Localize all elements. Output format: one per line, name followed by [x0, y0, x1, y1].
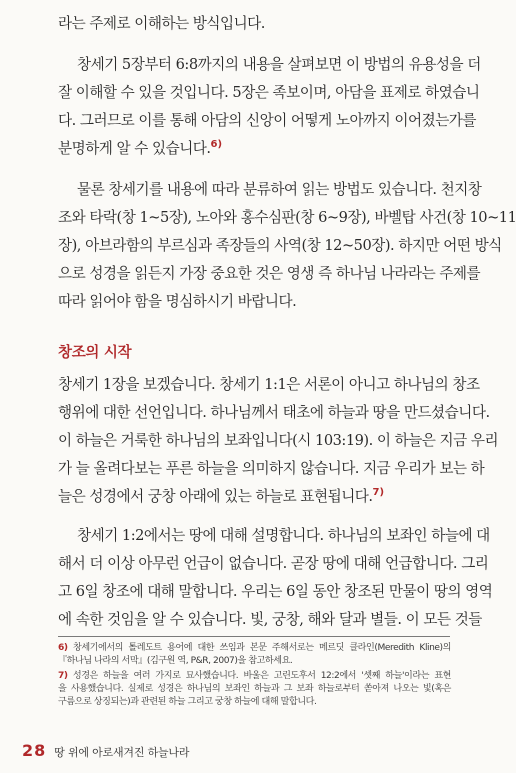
body-line: 창세기 5장부터 6:8까지의 내용을 살펴보면 이 방법의 유용성을 더: [77, 56, 481, 73]
body-line: 따라 읽어야 함을 명심하시기 바랍니다.: [58, 293, 297, 310]
footnote-ref-6[interactable]: 6): [210, 139, 223, 151]
body-line-text: 늘은 성경에서 궁창 아래에 있는 하늘로 표현됩니다.: [58, 488, 373, 505]
footnote-7-line: 구름으로 상징되는)과 관련된 하늘 그리고 궁창 하늘에 대해 말합니다.: [58, 697, 317, 707]
footnote-number: 7): [58, 671, 68, 681]
body-line: 행위에 대한 선언입니다. 하나님께서 태초에 하늘과 땅을 만드셨습니다.: [58, 404, 490, 421]
footnote-number: 6): [58, 643, 68, 653]
footnote-7-line: [58, 670, 451, 683]
body-line: 에 속한 것임을 알 수 있습니다. 빛, 궁창, 해와 달과 별들. 이 모든 것들: [58, 611, 482, 628]
footnote-ref-7[interactable]: 7): [372, 487, 385, 499]
body-line-text: 분명하게 알 수 있습니다.: [58, 140, 211, 157]
body-line: 창세기 1장을 보겠습니다. 창세기 1:1은 서론이 아니고 하나님의 창조: [58, 376, 480, 393]
footnote-6-line: [58, 642, 451, 655]
body-line: 라는 주제로 이해하는 방식입니다.: [58, 15, 265, 32]
page-footer: [22, 741, 189, 760]
footnote-text: 창세기에서의 톨레도트 용어에 대한 쓰임과 본문 주해서로는 메르딧 클라인(Meredith Kline)의: [72, 643, 451, 653]
book-title: 땅 위에 아로새겨진 하늘나라: [54, 746, 190, 759]
body-line: 해서 더 이상 아무런 언급이 없습니다. 곧장 땅에 대해 언급합니다. 그리: [58, 555, 489, 572]
body-line: 이 하늘은 거룩한 하나님의 보좌입니다(시 103:19). 이 하늘은 지금 우리: [58, 432, 499, 449]
footnote-6-line: 『하나님 나라의 서막』(김구원 역, P&R, 2007)을 참고하세요.: [58, 656, 293, 666]
body-line: 가 늘 올려다보는 푸른 하늘을 의미하지 않습니다. 지금 우리가 보는 하: [58, 460, 485, 477]
body-line: 고 6일 창조에 대해 말합니다. 우리는 6일 동안 창조된 만물이 땅의 영역: [58, 583, 493, 600]
page-number: 28: [22, 741, 47, 760]
footnote-7-line: 을 사용했습니다. 실제로 성경은 하나님의 보좌인 하늘과 그 보좌 하늘로부터 쏟아져 나오는 빛(혹은: [58, 684, 451, 694]
footnote-divider: [58, 636, 450, 637]
footnote-text: 성경은 하늘을 여러 가지로 묘사했습니다. 바울은 고린도후서 12:2에서 '셋째 하늘'이라는 표현: [72, 671, 451, 681]
body-line: 창세기 1:2에서는 땅에 대해 설명합니다. 하나님의 보좌인 하늘에 대: [77, 527, 490, 544]
body-line: 다. 그러므로 이를 통해 아담의 신앙이 어떻게 노아까지 이어졌는가를: [58, 112, 476, 129]
body-line-with-ref: [58, 487, 451, 507]
body-line: 물론 창세기를 내용에 따라 분류하여 읽는 방법도 있습니다. 천지창: [77, 181, 482, 198]
body-line: 장), 아브라함의 부르심과 족장들의 사역(창 12~50장). 하지만 어떤 방식: [58, 237, 502, 254]
body-line: 으로 성경을 읽든지 가장 중요한 것은 영생 즉 하나님 나라라는 주제를: [58, 265, 481, 282]
body-line: 잘 이해할 수 있을 것입니다. 5장은 족보이며, 아담을 표제로 하였습니: [58, 84, 480, 101]
body-line: 조와 타락(창 1~5장), 노아와 홍수심판(창 6~9장), 바벨탑 사건(창 10~11: [58, 209, 516, 226]
body-line-with-ref: [58, 139, 451, 159]
section-heading: 창조의 시작: [58, 345, 132, 361]
